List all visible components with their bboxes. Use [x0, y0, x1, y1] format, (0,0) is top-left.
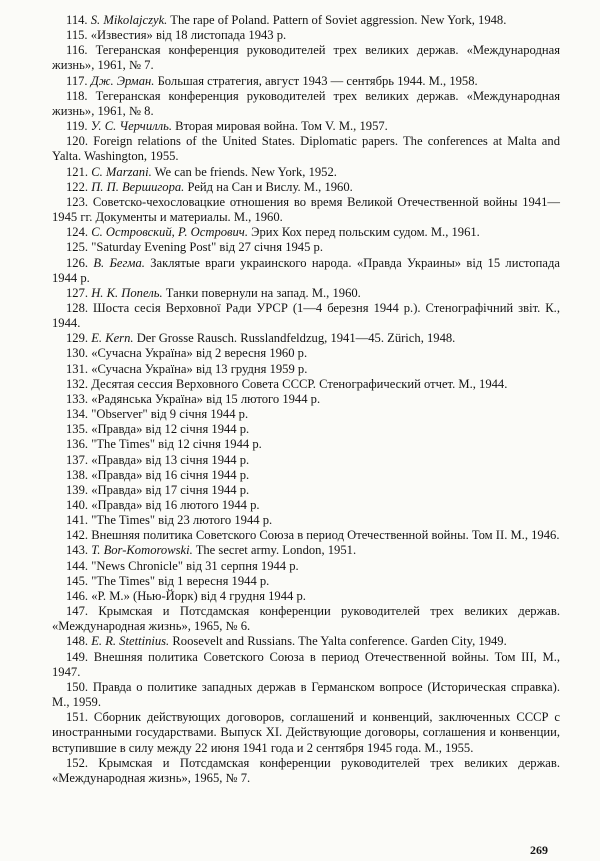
- reference-number: 114.: [66, 13, 88, 27]
- reference-author: S. Mikolajczyk.: [90, 13, 168, 27]
- reference-number: 127.: [66, 285, 89, 300]
- reference-number: 143.: [66, 543, 89, 558]
- reference-entry: [52, 119, 560, 134]
- reference-author: Н. К. Попель.: [91, 285, 163, 300]
- reference-text: Танки повернули на запад. М., 1960.: [165, 285, 361, 300]
- reference-text: «Правда» від 12 січня 1944 р.: [91, 422, 250, 437]
- reference-number: 119.: [66, 119, 88, 134]
- reference-entry: [52, 528, 560, 543]
- reference-entry: [52, 256, 560, 286]
- reference-text: «Р. М.» (Нью-Йорк) від 4 грудня 1944 р.: [91, 588, 306, 603]
- reference-text: "News Chronicle" від 31 серпня 1944 р.: [91, 558, 299, 573]
- reference-entry: [52, 543, 560, 558]
- reference-entry: [52, 756, 560, 786]
- reference-entry: [52, 301, 560, 331]
- reference-text: "The Times" від 12 січня 1944 р.: [91, 437, 262, 452]
- reference-number: 141.: [66, 513, 89, 528]
- reference-number: 145.: [66, 573, 89, 588]
- reference-number: 142.: [66, 528, 89, 543]
- reference-text: Foreign relations of the United States. Diplomatic papers. The conferences at Malta and Yalta. Washington, 1955.: [52, 134, 560, 164]
- reference-text: Крымская и Потсдамская конференции руководителей трех великих держав. «Международная жизнь», 1965, № 6.: [52, 604, 560, 634]
- reference-number: 152.: [66, 755, 89, 770]
- reference-text: "The Times" від 23 лютого 1944 р.: [91, 513, 273, 528]
- reference-number: 149.: [66, 649, 89, 664]
- reference-number: 120.: [66, 134, 89, 149]
- reference-number: 121.: [66, 164, 89, 179]
- reference-entry: [52, 362, 560, 377]
- reference-number: 148.: [66, 634, 89, 649]
- reference-entry: [52, 392, 560, 407]
- reference-text: Советско-чехословацкие отношения во время Великой Отечественной войны 1941—1945 гг. Документы и материалы. М., 1960.: [52, 194, 560, 225]
- reference-text: «Радянська Україна» від 15 лютого 1944 р.: [91, 391, 321, 406]
- reference-entry: [52, 437, 560, 452]
- reference-entry: [52, 498, 560, 513]
- reference-text: "Saturday Evening Post" від 27 січня 1945 р.: [91, 240, 323, 255]
- reference-entry: [52, 468, 560, 483]
- reference-entry: [52, 89, 560, 119]
- reference-entry: [52, 377, 560, 392]
- reference-text: The rape of Poland. Pattern of Soviet aggression. New York, 1948.: [170, 13, 507, 27]
- reference-number: 137.: [66, 452, 89, 467]
- reference-entry: [52, 574, 560, 589]
- reference-text: Тегеранская конференция руководителей трех великих держав. «Международная жизнь», 1961, № 8.: [52, 88, 560, 118]
- reference-entry: [52, 331, 560, 346]
- reference-number: 122.: [66, 179, 89, 194]
- reference-number: 138.: [66, 467, 89, 482]
- reference-text: Внешняя политика Советского Союза в период Отечественной войны. Том II. М., 1946.: [91, 528, 560, 543]
- reference-text: Большая стратегия, август 1943 — сентябрь 1944. М., 1958.: [157, 73, 478, 88]
- reference-text: «Сучасна Україна» від 13 грудня 1959 р.: [91, 361, 308, 376]
- reference-text: Тегеранская конференция руководителей трех великих держав. «Международная жизнь», 1961, № 7.: [52, 43, 560, 73]
- reference-entry: [52, 483, 560, 498]
- reference-number: 144.: [66, 558, 89, 573]
- reference-author: T. Bor-Komorowski.: [91, 543, 193, 558]
- reference-text: «Правда» від 17 січня 1944 р.: [91, 482, 250, 497]
- reference-entry: [52, 180, 560, 195]
- reference-text: Заклятые враги украинского народа. «Правда Украины» від 15 листопада 1944 р.: [52, 255, 561, 285]
- reference-number: 115.: [66, 28, 88, 43]
- reference-entry: [52, 559, 560, 574]
- reference-text: Roosevelt and Russians. The Yalta conference. Garden City, 1949.: [172, 634, 507, 649]
- reference-entry: [52, 286, 560, 301]
- reference-text: The secret army. London, 1951.: [195, 543, 357, 558]
- reference-entry: [52, 422, 560, 437]
- reference-number: 135.: [66, 422, 89, 437]
- reference-text: "Observer" від 9 січня 1944 р.: [91, 407, 249, 422]
- reference-number: 125.: [66, 240, 89, 255]
- reference-entry: [52, 589, 560, 604]
- reference-text: Вторая мировая война. Том V. М., 1957.: [175, 119, 388, 134]
- reference-number: 126.: [66, 255, 89, 270]
- reference-entry: [52, 13, 560, 28]
- reference-entry: [52, 453, 560, 468]
- reference-number: 129.: [66, 331, 89, 346]
- reference-entry: [52, 346, 560, 361]
- reference-number: 136.: [66, 437, 89, 452]
- reference-text: Сборник действующих договоров, соглашений и конвенций, заключенных СССР с иностранными государствами. Выпуск XI. Действующие договоры, соглашения и конвенции, вступившие в силу между 22 июня 1941 года и 2 сентября 1945 года. М., 1955.: [52, 710, 560, 755]
- reference-text: «Сучасна Україна» від 2 вересня 1960 р.: [91, 346, 308, 361]
- reference-number: 130.: [66, 346, 89, 361]
- reference-text: Рейд на Сан и Вислу. М., 1960.: [187, 179, 353, 194]
- reference-text: Внешняя политика Советского Союза в период Отечественной войны. Том III, М., 1947.: [52, 649, 560, 679]
- reference-number: 132.: [66, 376, 89, 391]
- reference-text: Правда о политике западных держав в Германском вопросе (Историческая справка). М., 1959.: [52, 679, 560, 710]
- reference-number: 147.: [66, 604, 89, 619]
- reference-number: 128.: [66, 300, 89, 315]
- reference-text: Десятая сессия Верховного Совета СССР. Стенографический отчет. М., 1944.: [91, 376, 508, 391]
- reference-number: 133.: [66, 391, 89, 406]
- reference-number: 146.: [66, 588, 89, 603]
- reference-entry: [52, 650, 560, 680]
- reference-text: Шоста сесія Верховної Ради УРСР (1—4 березня 1944 р.). Стенографічний звіт. К., 1944.: [52, 300, 560, 331]
- reference-number: 131.: [66, 361, 89, 376]
- reference-text: «Правда» від 16 січня 1944 р.: [91, 467, 250, 482]
- reference-number: 140.: [66, 498, 89, 512]
- page-number: 269: [530, 843, 548, 857]
- reference-entry: [52, 43, 560, 73]
- reference-text: «Известия» від 18 листопада 1943 р.: [90, 28, 287, 43]
- reference-entry: [52, 225, 560, 240]
- reference-entry: [52, 134, 560, 164]
- reference-text: Эрих Кох перед польским судом. М., 1961.: [251, 225, 480, 240]
- reference-text: Der Grosse Rausch. Russlandfeldzug, 1941—45. Zürich, 1948.: [136, 331, 456, 346]
- reference-text: «Правда» від 16 лютого 1944 р.: [91, 498, 260, 512]
- reference-entry: [52, 634, 560, 649]
- reference-entry: [52, 28, 560, 43]
- reference-entry: [52, 165, 560, 180]
- reference-number: 151.: [66, 710, 89, 725]
- reference-author: Дж. Эрман.: [90, 73, 155, 88]
- reference-number: 117.: [66, 73, 88, 88]
- reference-text: «Правда» від 13 січня 1944 р.: [91, 452, 250, 467]
- reference-entry: [52, 240, 560, 255]
- reference-number: 134.: [66, 407, 89, 422]
- reference-entry: [52, 74, 560, 89]
- reference-entry: [52, 604, 560, 634]
- reference-number: 118.: [66, 88, 88, 103]
- reference-author: E. R. Stettinius.: [91, 634, 170, 649]
- reference-entry: [52, 513, 560, 528]
- reference-text: "The Times" від 1 вересня 1944 р.: [91, 573, 270, 588]
- reference-list: [52, 13, 560, 786]
- reference-author: В. Бегма.: [93, 255, 145, 270]
- reference-author: C. Marzani.: [91, 164, 152, 179]
- reference-number: 116.: [66, 43, 88, 58]
- reference-author: E. Kern.: [91, 331, 134, 346]
- reference-entry: [52, 407, 560, 422]
- reference-author: С. Островский, Р. Острович.: [91, 225, 248, 240]
- reference-number: 150.: [66, 679, 89, 694]
- reference-author: У. С. Черчилль.: [90, 119, 172, 134]
- reference-author: П. П. Вершигора.: [91, 179, 185, 194]
- reference-number: 123.: [66, 194, 89, 209]
- reference-entry: [52, 195, 560, 225]
- reference-entry: [52, 710, 560, 755]
- reference-entry: [52, 680, 560, 710]
- reference-text: Крымская и Потсдамская конференции руководителей трех великих держав. «Международная жизнь», 1965, № 7.: [52, 755, 560, 785]
- reference-number: 124.: [66, 225, 89, 240]
- reference-text: We can be friends. New York, 1952.: [154, 164, 337, 179]
- reference-number: 139.: [66, 482, 89, 497]
